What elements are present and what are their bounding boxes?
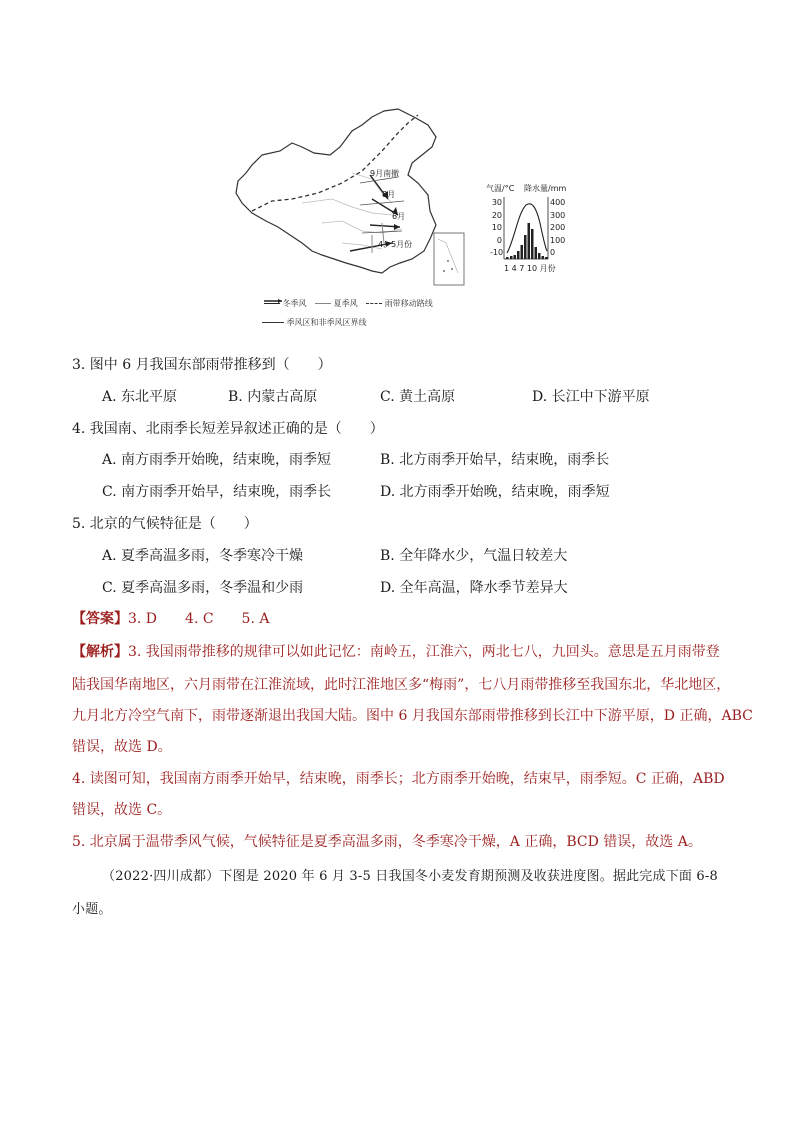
analysis-line-6: 错误，故选 C。 — [72, 802, 172, 818]
temp-tick: 20 — [491, 210, 502, 220]
q4-option-c: C. 南方雨季开始早，结束晚，雨季长 — [102, 484, 332, 500]
china-map-figure — [222, 103, 484, 303]
q5-option-d: D. 全年高温，降水季节差异大 — [380, 580, 568, 596]
answer-label: 【答案】 — [72, 611, 128, 627]
q3-option-a: A. 东北平原 — [102, 389, 178, 405]
map-label-apr-may: 4、5月份 — [378, 240, 413, 249]
analysis-line-1 — [72, 642, 720, 662]
temp-axis-label: 气温/°C — [486, 184, 515, 193]
precip-tick: 400 — [550, 198, 566, 207]
temp-tick: 10 — [491, 223, 502, 232]
precip-tick: 0 — [550, 248, 556, 257]
map-legend-2 — [262, 317, 367, 328]
q3-option-b: B. 内蒙古高原 — [228, 389, 318, 405]
legend-winter: 冬季风 — [282, 299, 307, 308]
analysis-text-1: 3. 我国雨带推移的规律可以如此记忆：南岭五，江淮六，两北七八，九回头。意思是五月雨带登 — [128, 644, 720, 660]
precip-tick: 100 — [550, 235, 566, 245]
map-label-aug: 8月 — [382, 190, 396, 199]
q4-option-b: B. 北方雨季开始早，结束晚，雨季长 — [380, 452, 610, 468]
map-legend — [264, 298, 504, 309]
question-4-stem: 4. 我国南、北雨季长短差异叙述正确的是（ ） — [72, 421, 384, 437]
temp-ticks — [490, 197, 502, 260]
q5-option-b: B. 全年降水少，气温日较差大 — [380, 548, 568, 564]
analysis-line-2: 陆我国华南地区，六月雨带在江淮流域，此时江淮地区多“梅雨”，七八月雨带推移至我国东北，华北地区， — [72, 677, 731, 693]
precip-tick: 300 — [550, 210, 566, 220]
analysis-line-5: 4. 读图可知，我国南方雨季开始早，结束晚，雨季长；北方雨季开始晚，结束早，雨季短。C 正确，ABD — [72, 771, 725, 787]
legend-boundary: 季风区和非季风区界线 — [286, 318, 367, 327]
legend-summer-line — [315, 303, 331, 304]
china-map — [222, 103, 484, 303]
legend-rainbelt: 雨带移动路线 — [384, 299, 433, 308]
temp-tick: 30 — [491, 198, 502, 207]
q5-option-c: C. 夏季高温多雨，冬季温和少雨 — [102, 580, 304, 596]
temp-tick: 0 — [496, 235, 502, 245]
map-label-sep: 9月南撤 — [370, 169, 400, 178]
legend-boundary-line — [262, 322, 284, 323]
climate-chart — [486, 183, 576, 275]
answer-line — [72, 609, 269, 629]
legend-rainbelt-line — [366, 303, 382, 304]
precip-ticks — [550, 197, 565, 260]
q3-option-d: D. 长江中下游平原 — [532, 389, 650, 405]
precip-axis-label: 降水量/mm — [524, 184, 567, 193]
analysis-line-4: 错误，故选 D。 — [72, 739, 172, 755]
map-label-jun: 6月 — [392, 212, 406, 221]
question-3-stem: 3. 图中 6 月我国东部雨带推移到（ ） — [72, 357, 332, 373]
next-case-line-1: （2022·四川成都）下图是 2020 年 6 月 3-5 日我国冬小麦发育期预测及收获进度图。据此完成下面 6-8 — [102, 869, 718, 884]
analysis-line-3: 九月北方冷空气南下，雨带逐渐退出我国大陆。图中 6 月我国东部雨带推移到长江中下游平原，D 正确，ABC — [72, 708, 753, 724]
q5-option-a: A. 夏季高温多雨，冬季寒冷干燥 — [102, 548, 304, 564]
question-5-stem: 5. 北京的气候特征是（ ） — [72, 516, 258, 532]
q3-option-c: C. 黄土高原 — [380, 389, 456, 405]
month-ticks: 1 4 7 10 月份 — [504, 264, 556, 273]
answer-text: 3. D 4. C 5. A — [128, 611, 270, 627]
temp-tick: -10 — [490, 248, 504, 257]
analysis-label: 【解析】 — [72, 644, 128, 660]
q4-option-a: A. 南方雨季开始晚，结束晚，雨季短 — [102, 452, 332, 468]
analysis-line-7: 5. 北京属于温带季风气候，气候特征是夏季高温多雨，冬季寒冷干燥，A 正确，BCD 错误，故选 A。 — [72, 834, 702, 850]
legend-summer: 夏季风 — [333, 299, 358, 308]
q4-option-d: D. 北方雨季开始晚，结束晚，雨季短 — [380, 484, 610, 500]
precip-tick: 200 — [550, 223, 566, 232]
next-case-line-2: 小题。 — [72, 902, 112, 917]
legend-winter-line — [264, 303, 280, 304]
